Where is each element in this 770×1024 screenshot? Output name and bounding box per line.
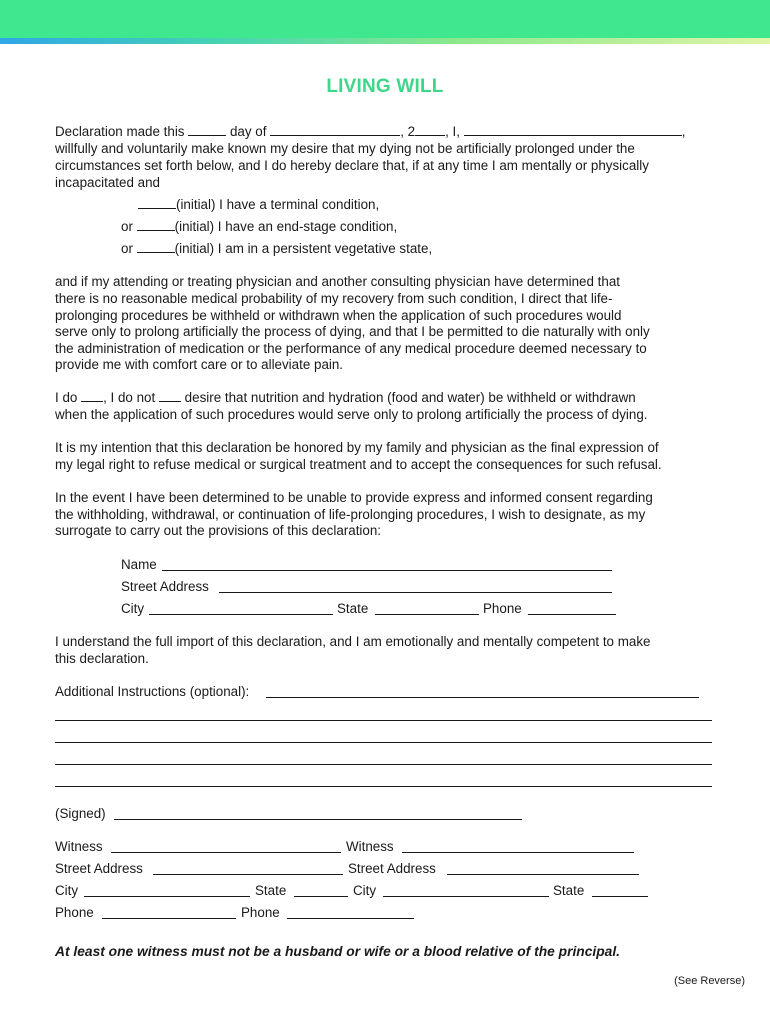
para4-line: surrogate to carry out the provisions of this declaration: xyxy=(55,523,382,538)
witness-warning: At least one witness must not be a husband or wife or a blood relative of the principal. xyxy=(55,944,620,959)
month-blank[interactable] xyxy=(270,124,400,136)
witness1-phone-label: Phone xyxy=(55,905,94,920)
witness2-city-label: City xyxy=(353,883,377,898)
para4-line: the withholding, withdrawal, or continuation of life-prolonging procedures, I wish to designate, as my xyxy=(55,507,646,522)
para5-line: this declaration. xyxy=(55,651,149,666)
or-label: or xyxy=(121,219,133,234)
witness2-field[interactable] xyxy=(402,852,634,853)
para1-line: provide me with comfort care or to alleviate pain. xyxy=(55,357,344,372)
declaration-made-label: Declaration made this xyxy=(55,124,185,139)
year-prefix-label: , 2 xyxy=(400,124,416,139)
i-do-not-label: , I do not xyxy=(103,390,156,405)
para4-line: In the event I have been determined to be unable to provide express and informed consent regarding xyxy=(55,490,653,505)
witness1-street-field[interactable] xyxy=(153,874,343,875)
year-blank[interactable] xyxy=(415,124,445,136)
declarant-name-blank[interactable] xyxy=(464,124,682,136)
declaration-line-4: incapacitated and xyxy=(55,175,160,190)
initial-blank-end-stage[interactable] xyxy=(137,219,175,231)
surrogate-city-label: City xyxy=(121,601,145,616)
witness2-label: Witness xyxy=(346,839,394,854)
surrogate-city-field[interactable] xyxy=(149,614,333,615)
additional-instructions-label: Additional Instructions (optional): xyxy=(55,684,250,699)
declaration-line-2: willfully and voluntarily make known my desire that my dying not be artificially prolonged under the xyxy=(55,141,635,156)
additional-instructions-line[interactable] xyxy=(55,786,712,787)
nutrition-line-1 xyxy=(55,390,636,407)
surrogate-state-field[interactable] xyxy=(375,614,479,615)
witness1-street-label: Street Address xyxy=(55,861,143,876)
condition-end-stage xyxy=(121,219,397,236)
surrogate-name-label: Name xyxy=(121,557,157,572)
surrogate-name-field[interactable] xyxy=(162,570,612,571)
witness1-city-field[interactable] xyxy=(84,896,250,897)
comma: , xyxy=(681,124,686,139)
condition-vegetative xyxy=(121,241,432,258)
additional-instructions-line[interactable] xyxy=(55,764,712,765)
para1-line: and if my attending or treating physician and another consulting physician have determined that xyxy=(55,274,620,289)
additional-instructions-line[interactable] xyxy=(55,720,712,721)
condition-terminal xyxy=(138,197,379,214)
surrogate-phone-label: Phone xyxy=(483,601,522,616)
para3-line: my legal right to refuse medical or surgical treatment and to accept the consequences for such refusal. xyxy=(55,457,662,472)
condition-end-stage-label: (initial) I have an end-stage condition, xyxy=(174,219,398,234)
witness2-street-field[interactable] xyxy=(447,874,639,875)
witness1-state-field[interactable] xyxy=(294,896,348,897)
see-reverse-note: (See Reverse) xyxy=(674,975,745,987)
witness1-phone-field[interactable] xyxy=(102,918,236,919)
header-stripe xyxy=(0,38,770,44)
surrogate-state-label: State xyxy=(337,601,369,616)
condition-terminal-label: (initial) I have a terminal condition, xyxy=(176,197,380,212)
witness2-phone-label: Phone xyxy=(241,905,280,920)
surrogate-street-field[interactable] xyxy=(219,592,612,593)
witness2-state-field[interactable] xyxy=(592,896,648,897)
nutrition-text: desire that nutrition and hydration (food and water) be withheld or withdrawn xyxy=(184,390,636,405)
witness2-phone-field[interactable] xyxy=(287,918,414,919)
witness1-state-label: State xyxy=(255,883,287,898)
header-bar xyxy=(0,0,770,38)
additional-instructions-line[interactable] xyxy=(55,742,712,743)
nutrition-line-2: when the application of such procedures would serve only to prolong artificially the process of dying. xyxy=(55,407,648,422)
surrogate-street-label: Street Address xyxy=(121,579,209,594)
witness2-street-label: Street Address xyxy=(348,861,436,876)
signed-label: (Signed) xyxy=(55,806,106,821)
i-do-label: I do xyxy=(55,390,78,405)
surrogate-phone-field[interactable] xyxy=(528,614,616,615)
day-blank[interactable] xyxy=(188,124,226,136)
declaration-line-1 xyxy=(55,124,685,141)
initial-blank-vegetative[interactable] xyxy=(137,241,175,253)
witness2-city-field[interactable] xyxy=(383,896,549,897)
para3-line: It is my intention that this declaration be honored by my family and physician as the final expression of xyxy=(55,440,659,455)
para5-line: I understand the full import of this declaration, and I am emotionally and mentally competent to make xyxy=(55,634,651,649)
or-label: or xyxy=(121,241,133,256)
declaration-line-3: circumstances set forth below, and I do hereby declare that, if at any time I am mentally or physically xyxy=(55,158,649,173)
para1-line: serve only to prolong artificially the process of dying, and that I be permitted to die naturally with only xyxy=(55,324,650,339)
page-title: LIVING WILL xyxy=(326,76,444,97)
witness1-field[interactable] xyxy=(111,852,341,853)
para1-line: the administration of medication or the performance of any medical procedure deemed necessary to xyxy=(55,341,647,356)
witness2-state-label: State xyxy=(553,883,585,898)
day-of-label: day of xyxy=(229,124,267,139)
condition-vegetative-label: (initial) I am in a persistent vegetative state, xyxy=(174,241,433,256)
additional-instructions-field[interactable] xyxy=(266,697,699,698)
i-do-not-blank[interactable] xyxy=(159,390,181,402)
signature-field[interactable] xyxy=(114,819,522,820)
para1-line: there is no reasonable medical probability of my recovery from such condition, I direct that life- xyxy=(55,291,613,306)
initial-blank-terminal[interactable] xyxy=(138,197,176,209)
witness1-city-label: City xyxy=(55,883,79,898)
i-do-blank[interactable] xyxy=(81,390,103,402)
witness1-label: Witness xyxy=(55,839,103,854)
declarant-label: , I, xyxy=(445,124,460,139)
para1-line: prolonging procedures be withheld or withdrawn when the application of such procedures would xyxy=(55,308,622,323)
